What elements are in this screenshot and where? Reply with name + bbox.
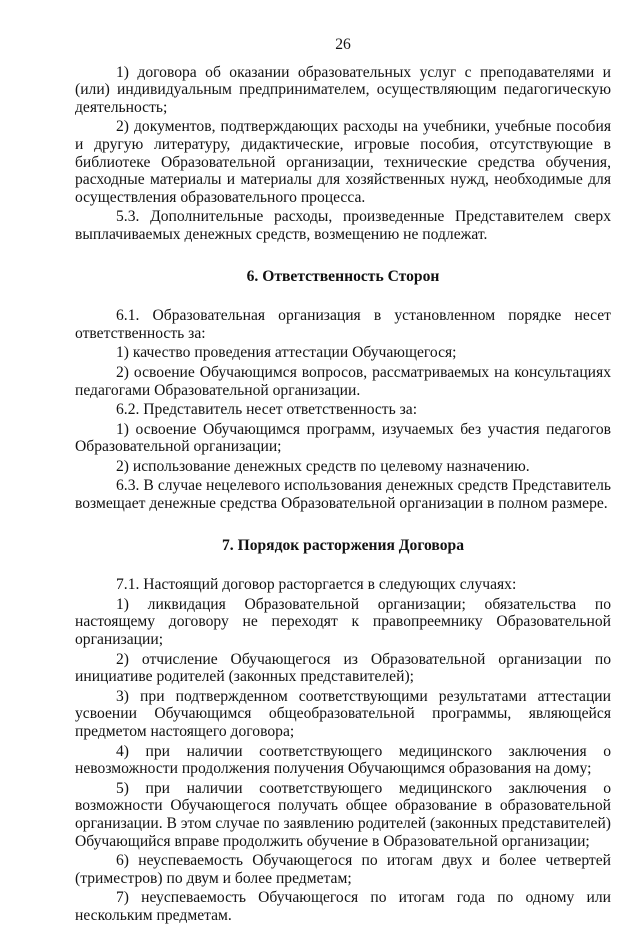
section-7 <box>75 537 611 925</box>
paragraph: 1) ликвидация Образовательной организации; обязательства по настоящему договору не переходят к правопреемнику Образовательной организации; <box>75 595 611 649</box>
paragraph: 6.1. Образовательная организация в установленном порядке несет ответственность за: <box>75 307 611 342</box>
paragraph: 1) качество проведения аттестации Обучающегося; <box>116 344 457 362</box>
paragraph: 7.1. Настоящий договор расторгается в следующих случаях: <box>116 576 517 594</box>
paragraph: 6.3. В случае нецелевого использования денежных средств Представитель возмещает денежные средства Образовательной организации в полном размере. <box>75 477 611 513</box>
paragraph: 1) договора об оказании образовательных услуг с преподавателями и (или) индивидуальным предпринимателем, осуществляющим педагогическую деятельность; <box>75 63 611 116</box>
section-heading: 6. Ответственность Сторон <box>246 267 440 285</box>
paragraph: 2) отчисление Обучающегося из Образовательной организации по инициативе родителей (законных представителей); <box>75 650 611 686</box>
paragraph: 6) неуспеваемость Обучающегося по итогам двух и более четвертей (триместров) по двум и более предметам; <box>75 852 611 887</box>
paragraph: 2) освоение Обучающимся вопросов, рассматриваемых на консультациях педагогами Образовательной организации. <box>75 363 611 399</box>
paragraph: 5.3. Дополнительные расходы, произведенные Представителем сверх выплачиваемых денежных средств, возмещению не подлежат. <box>75 208 611 243</box>
paragraph: 4) при наличии соответствующего медицинского заключения о невозможности продолжения получения Обучающимся образования на дому; <box>75 742 611 778</box>
section-heading: 7. Порядок расторжения Договора <box>221 536 465 554</box>
paragraph: 2) использование денежных средств по целевому назначению. <box>116 457 530 475</box>
section-6 <box>75 268 611 513</box>
paragraph: 5) при наличии соответствующего медицинского заключения о возможности Обучающегося получать общее образование в образовательной организации. В этом случае по заявлению родителей (законных представителей) Обучающийся вправе продолжить обучение в Образовательной организации; <box>75 779 612 850</box>
paragraph: 6.2. Представитель несет ответственность за: <box>116 401 418 419</box>
document-page <box>75 36 611 927</box>
paragraph: 7) неуспеваемость Обучающегося по итогам года по одному или нескольким предметам. <box>75 889 611 924</box>
page-number: 26 <box>335 36 351 53</box>
section-5-tail <box>75 64 611 244</box>
paragraph: 3) при подтвержденном соответствующими результатами аттестации усвоении Обучающимся общеобразовательной программы, являющейся предметом настоящего договора; <box>75 687 611 740</box>
paragraph: 2) документов, подтверждающих расходы на учебники, учебные пособия и другую литературу, дидактические, игровые пособия, отсутствующие в библиотеке Образовательной организации, технические средства обучения, расходные материалы и материалы для хозяйственных нужд, необходимые для осуществления образовательного процесса. <box>75 118 611 206</box>
paragraph: 1) освоение Обучающимся программ, изучаемых без участия педагогов Образовательной организации; <box>75 420 611 456</box>
